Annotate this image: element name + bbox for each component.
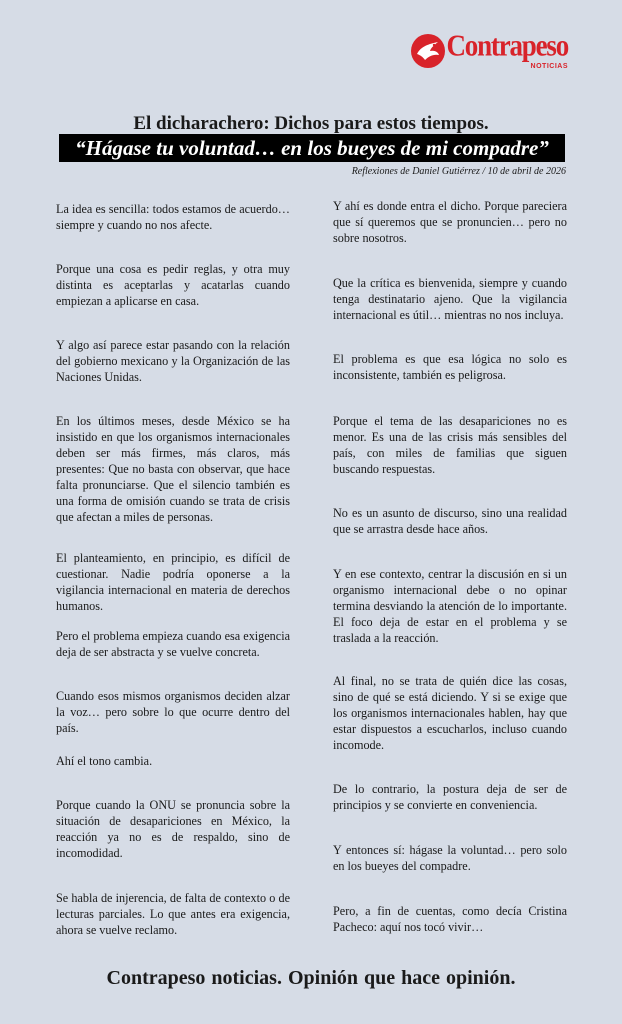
right-paragraph: Y entonces sí: hágase la voluntad… pero solo en los bueyes del compadre. xyxy=(333,843,567,873)
left-paragraph: Porque cuando la ONU se pronuncia sobre la situación de desapariciones en México, la reacción ya no es de respaldo, sino de incomodidad. xyxy=(56,798,290,860)
left-paragraph: Cuando esos mismos organismos deciden alzar la voz… pero sobre lo que ocurre dentro del país. xyxy=(56,689,290,735)
quote-banner: “Hágase tu voluntad… en los bueyes de mi compadre” xyxy=(59,134,565,162)
byline: Reflexiones de Daniel Gutiérrez / 10 de abril de 2026 xyxy=(351,166,566,177)
right-paragraph: El problema es que esa lógica no solo es inconsistente, también es peligrosa. xyxy=(333,352,567,382)
right-paragraph: Al final, no se trata de quién dice las cosas, sino de qué se está diciendo. Y si se exige que los organismos internacionales hablen, hay que estar dispuestos a escucharlos, incluso cuando incomode. xyxy=(333,674,567,752)
left-paragraph: La idea es sencilla: todos estamos de acuerdo… siempre y cuando no nos afecte. xyxy=(56,202,290,232)
left-paragraph: Pero el problema empieza cuando esa exigencia deja de ser abstracta y se vuelve concreta. xyxy=(56,629,290,659)
left-paragraph: Y algo así parece estar pasando con la relación del gobierno mexicano y la Organización de las Naciones Unidas. xyxy=(56,338,290,384)
right-paragraph: Que la crítica es bienvenida, siempre y cuando tenga destinatario ajeno. Que la vigilancia internacional es útil… mientras no nos incluya. xyxy=(333,276,567,322)
left-paragraph: Ahí el tono cambia. xyxy=(56,754,153,768)
article-title: El dicharachero: Dichos para estos tiempos. xyxy=(133,113,489,134)
brand-name: Contrapeso xyxy=(446,27,568,63)
bird-logo-icon xyxy=(411,34,445,68)
right-paragraph: De lo contrario, la postura deja de ser de principios y se convierte en conveniencia. xyxy=(333,782,567,812)
footer-tagline: Contrapeso noticias. Opinión que hace opinión. xyxy=(106,967,516,989)
left-paragraph: En los últimos meses, desde México se ha insistido en que los organismos internacionales deben ser más firmes, más claros, más presentes: Que no basta con observar, que hace falta pronunciarse. Que el silencio también es una forma de omisión cuando se trata de crisis que afectan a miles de personas. xyxy=(56,414,290,524)
right-paragraph: Y ahí es donde entra el dicho. Porque pareciera que sí queremos que se pronuncien… pero no sobre nosotros. xyxy=(333,199,567,245)
right-paragraph: Pero, a fin de cuentas, como decía Cristina Pacheco: aquí nos tocó vivir… xyxy=(333,904,567,934)
brand-subname: NOTICIAS xyxy=(530,63,568,70)
right-paragraph: Y en ese contexto, centrar la discusión en si un organismo internacional debe o no opinar termina desviando la atención de lo importante. El foco deja de estar en el problema y se traslada a la reacción. xyxy=(333,567,567,645)
left-paragraph: Porque una cosa es pedir reglas, y otra muy distinta es aceptarlas y acatarlas cuando empiezan a aplicarse en casa. xyxy=(56,262,290,308)
brand-logo xyxy=(411,27,569,70)
left-paragraph: Se habla de injerencia, de falta de contexto o de lecturas parciales. Lo que antes era exigencia, ahora se vuelve reclamo. xyxy=(56,891,290,937)
right-paragraph: Porque el tema de las desapariciones no es menor. Es una de las crisis más sensibles del país, con miles de familias que siguen buscando respuestas. xyxy=(333,414,567,476)
left-paragraph: El planteamiento, en principio, es difícil de cuestionar. Nadie podría oponerse a la vigilancia internacional en materia de derechos humanos. xyxy=(56,551,290,613)
right-paragraph: No es un asunto de discurso, sino una realidad que se arrastra desde hace años. xyxy=(333,506,567,536)
